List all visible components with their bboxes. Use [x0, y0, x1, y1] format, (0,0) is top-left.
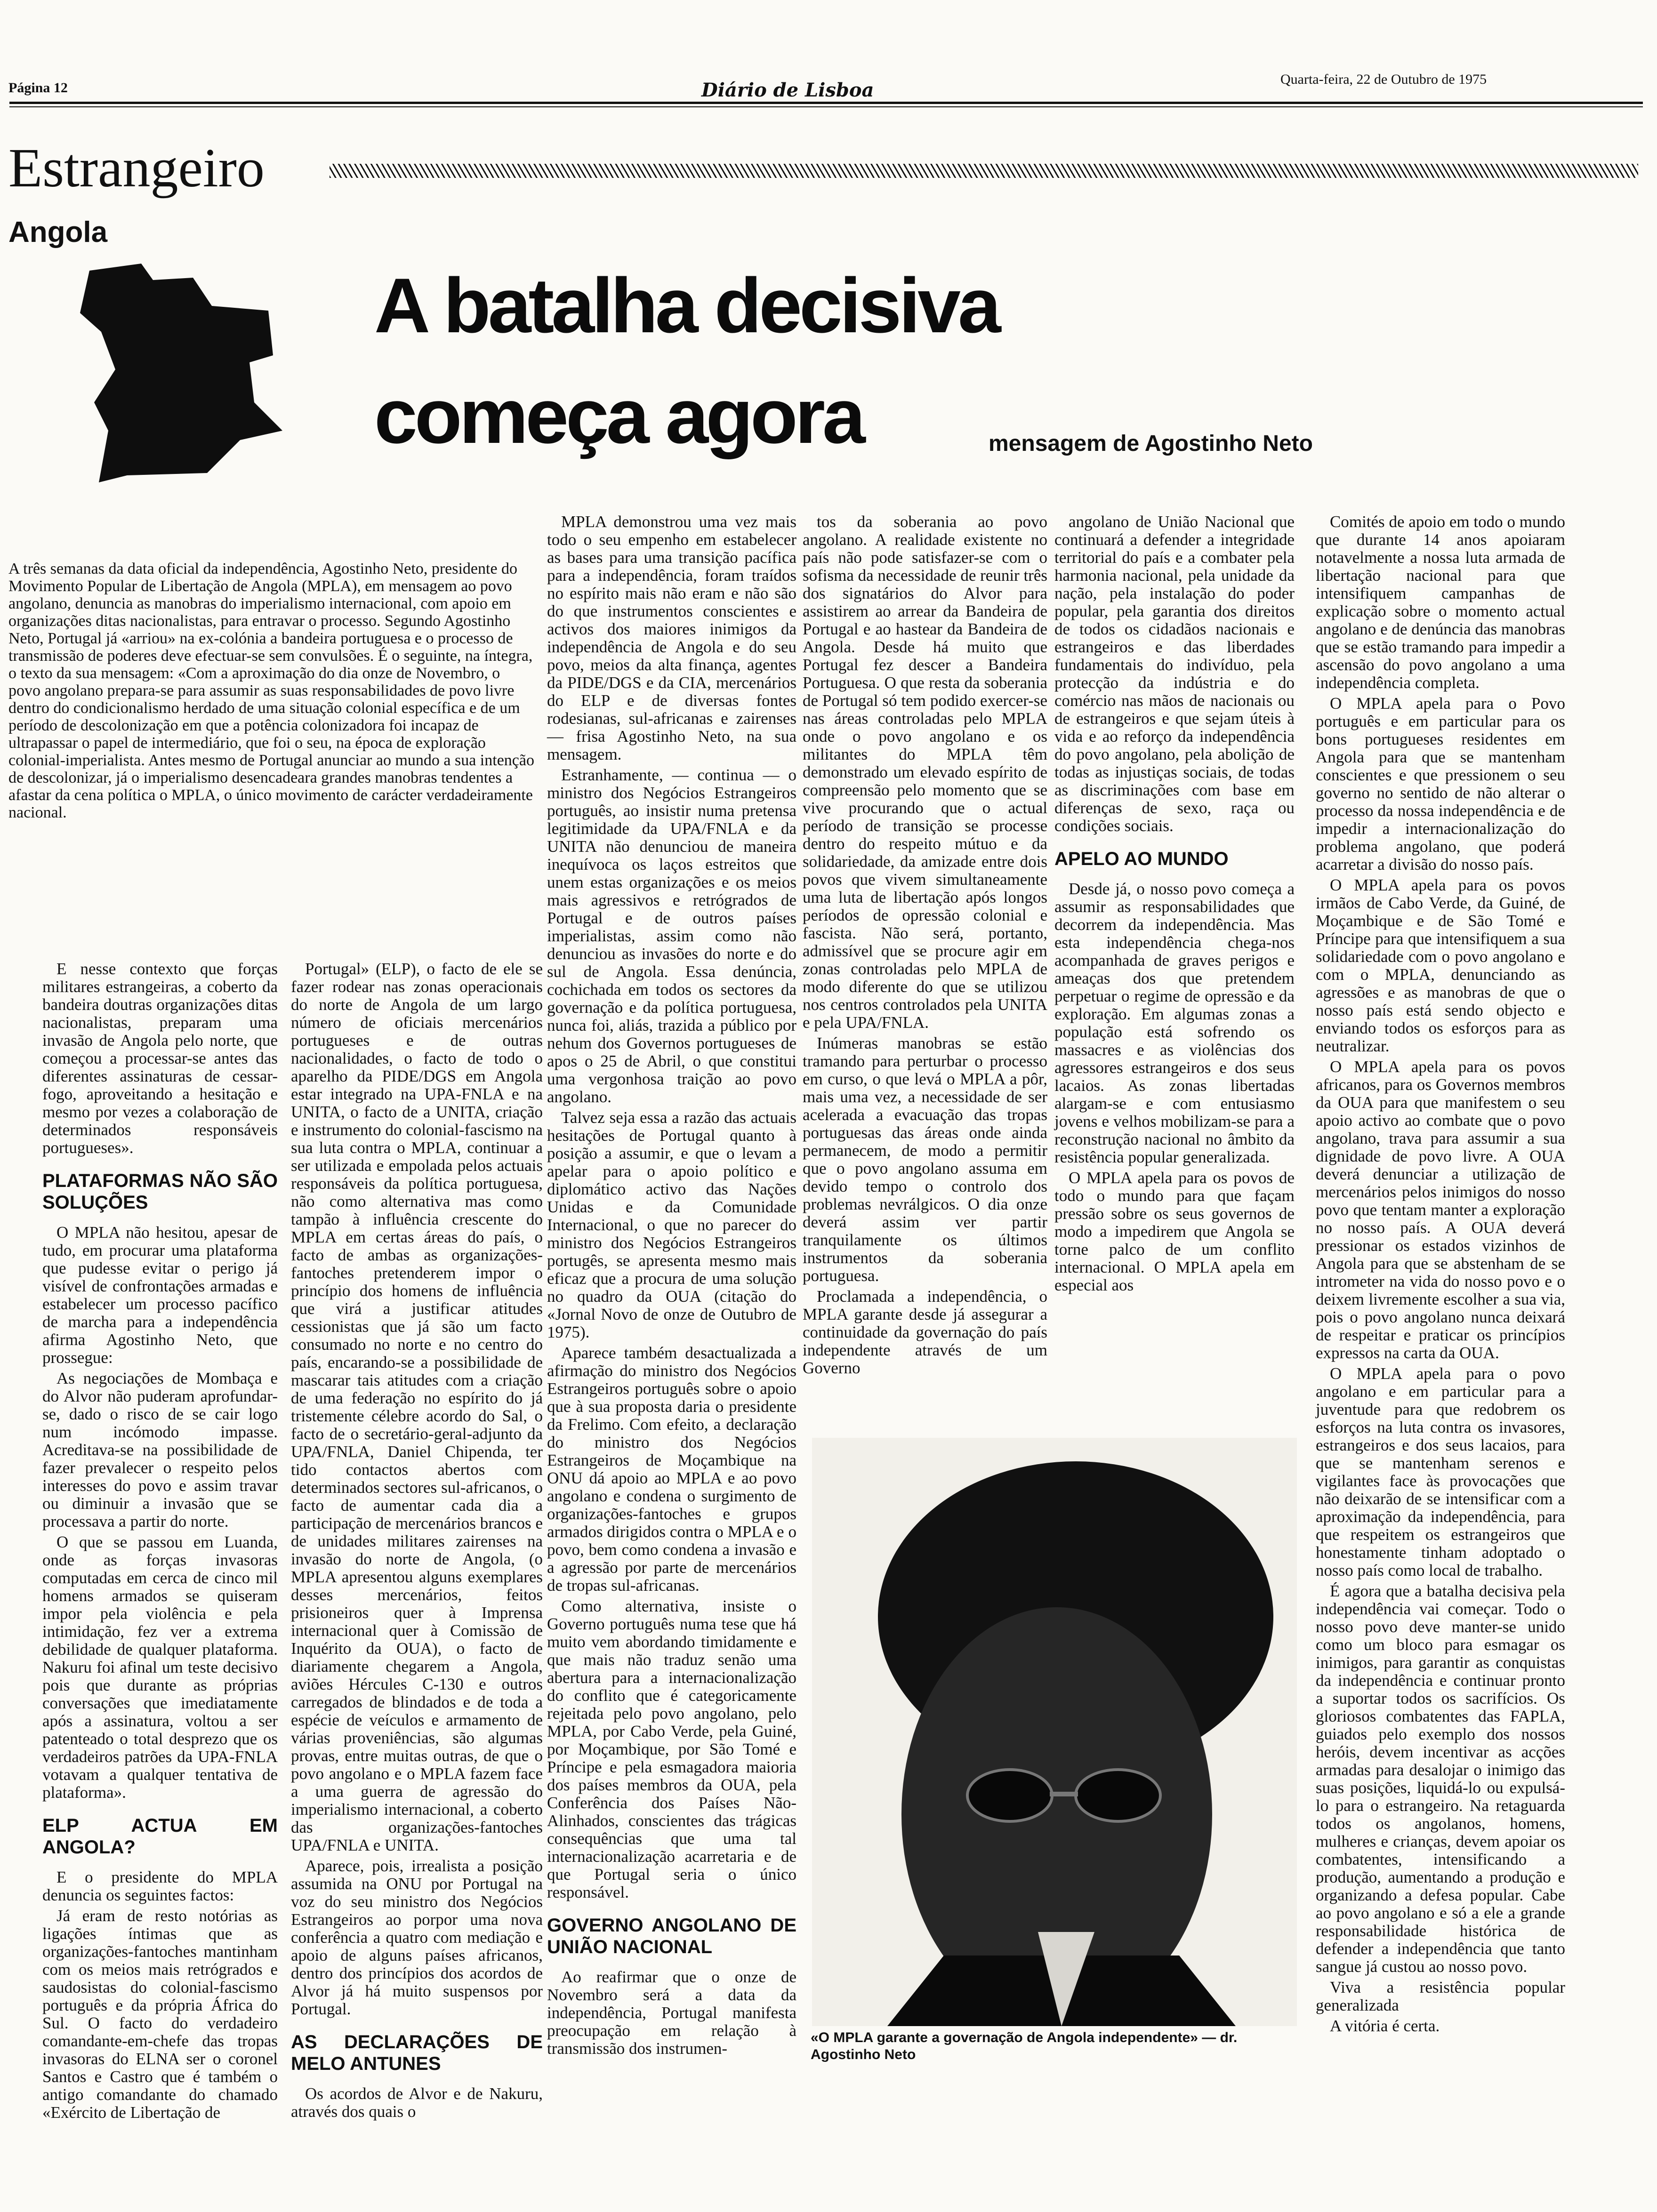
photo-agostinho-neto: [812, 1438, 1297, 2026]
headline-line1: A batalha decisiva: [374, 262, 998, 349]
paragraph: Já eram de resto notórias as ligações íntimas que as organizações-fantoches mantinham com os meios mais retrógrados e saudosistas do colonial-fascismo português e da própria África do Sul. O facto do verdadeiro comandante-em-chefe das tropas invasoras do ELNA ser o coronel Santos e Castro que é também o antigo comandante do chamado «Exército de Libertação de: [42, 1907, 278, 2122]
paragraph: angolano de União Nacional que continuará a defender a integridade territorial do país e a combater pela harmonia nacional, pela unidade da nação, pela instalação do poder popular, pela garantia dos direitos de todos os cidadãos nacionais e estrangeiros e das liberdades fundamentais do indivíduo, pela protecção da indústria e do comércio nas mãos de nacionais ou de estrangeiros e que sejam úteis à vida e ao reforço da independência do povo angolano, pela abolição de todas as injustiças sociais, de todas as discriminações com base em diferenças de sexo, raça ou condições sociais.: [1054, 513, 1295, 835]
section-country: Angola: [8, 216, 108, 248]
masthead-rule-thin: [9, 106, 1643, 107]
paragraph: tos da soberania ao povo angolano. A realidade existente no país não pode satisfazer-se com o sofisma da necessidade de reunir três dos signatários do Alvor para assistirem ao arrear da Bandeira de Portugal e ao hastear da Bandeira de Angola. Desde há muito que Portugal fez descer a Bandeira Portuguesa. O que resta da soberania de Portugal só tem podido exercer-se nas áreas controladas pelo MPLA onde o povo angolano e os militantes do MPLA têm demonstrado um elevado espírito de compreensão pelo momento que se vive procurando que o actual período de transição se processe dentro do respeito mútuo e da solidariedade, da amizade entre dois povos que vivem simultaneamente uma luta de libertação após longos períodos de opressão colonial e fascista. Não será, portanto, admissível que se procure agir em zonas controladas pelo MPLA de modo diferente do que se utilizou nos centros controlados pela UNITA e pela UPA/FNLA.: [803, 513, 1047, 1032]
section-rule: [330, 164, 1638, 178]
paragraph: É agora que a batalha decisiva pela independência vai começar. Todo o nosso povo deve manter-se unido como um bloco para esmagar os inimigos, para garantir as conquistas da independência e continuar pronto a suportar todos os sacrifícios. Os gloriosos combatentes das FAPLA, guiados pelo exemplo dos nossos heróis, devem incentivar as acções armadas para desalojar o inimigo das suas posições, liquidá-lo ou expulsá-lo para o estrangeiro. Na retaguarda todos os angolanos, homens, mulheres e crianças, devem apoiar os combatentes, intensificando a produção, aumentando a produção e organizando a defesa popular. Cabe ao povo angolano e só a ele a grande responsabilidade histórica de defender a independência que tanto sangue já custou ao nosso povo.: [1316, 1582, 1565, 1976]
paragraph: Talvez seja essa a razão das actuais hesitações de Portugal quanto à posição a assumir, e que o levam a apelar para o apoio político e diplomático activo das Nações Unidas e da Comunidade Internacional, o que no parecer do ministro dos Negócios Estrangeiros portugês, se apresenta mesmo mais eficaz que a procura de uma solução no quadro da OUA (citação do «Jornal Novo de onze de Outubro de 1975).: [547, 1108, 796, 1341]
paragraph: O MPLA apela para os povos africanos, para os Governos membros da OUA para que manifestem o seu apoio activo ao combate que o povo angolano, trava para assumir a sua dignidade de povo livre. A OUA deverá denunciar a utilização de mercenários pelos inimigos do nosso povo que tentam manter a exploração no nosso país. A OUA deverá pressionar os estados vizinhos de Angola para que se abstenham de se intrometer na vida do nosso povo e o deixem livremente escolher a sua via, pois o povo angolano nunca deixará de respeitar e praticar os princípios expressos na carta da OUA.: [1316, 1058, 1565, 1362]
article-column-2: [291, 960, 543, 2124]
paragraph: Aparece, pois, irrealista a posição assumida na ONU por Portugal na voz do seu ministro dos Negócios Estrangeiros ao porpor uma nova conferência a quatro com mediação e apoio de alguns países africanos, dentro dos princípios dos acordos de Alvor já há muito suspensos por Portugal.: [291, 1857, 543, 2018]
paragraph: O que se passou em Luanda, onde as forças invasoras computadas em cerca de cinco mil homens armados se quiseram impor pela violência e pela intimidação, fez ver a extrema debilidade de qualquer plataforma. Nakuru foi afinal um teste decisivo pois que durante as próprias conversações que imediatamente após a assinatura, voltou a ser patenteado o total desprezo que os verdadeiros patrões da UPA-FNLA votavam a qualquer tentativa de plataforma».: [42, 1533, 278, 1802]
section-title: Estrangeiro: [8, 137, 265, 199]
paragraph: Desde já, o nosso povo começa a assumir as responsabilidades que decorrem da independência. Mas esta independência chega-nos acompanhada de graves perigos e ameaças dos que pretendem perpetuar o regime de opressão e da exploração. Em algumas zonas a população está sofrendo os massacres e as violências dos agressores estrangeiros e dos seus lacaios. As zonas libertadas alargam-se e com entusiasmo jovens e velhos mobilizam-se para a reconstrução nacional no âmbito da resistência popular generalizada.: [1054, 880, 1295, 1166]
paragraph: Estranhamente, — continua — o ministro dos Negócios Estrangeiros português, ao insistir numa pretensa legitimidade da UPA/FNLA e da UNITA não denunciou de maneira inequívoca os laços estreitos que unem estas organizações e os meios mais agressivos e retrógrados de Portugal e de outros países imperialistas, assim como não denunciou as invasões do norte e do sul de Angola. Essa denúncia, cochichada em todos os sectores da governação e da política portuguesa, nunca foi, aliás, trazida a público por nehum dos Governos portugueses de apos o 25 de Abril, o que constitui uma vergonhosa traição ao povo angolano.: [547, 766, 796, 1106]
subheading: AS DECLARAÇÕES DE MELO ANTUNES: [291, 2032, 543, 2074]
subheading: ELP ACTUA EM ANGOLA?: [42, 1815, 278, 1858]
paragraph: O MPLA apela para o povo angolano e em particular para a juventude para que redobrem os esforços na luta contra os invasores, estrangeiros e dos seus lacaios, para que se mantenham serenos e vigilantes face às provocações que não deixarão de se intensificar com a aproximação da independência, para que respeitem os estrangeiros que honestamente tinham adoptado o nosso país como local de trabalho.: [1316, 1364, 1565, 1579]
paragraph: Aparece também desactualizada a afirmação do ministro dos Negócios Estrangeiros português sobre o apoio que à sua proposta daria o presidente da Frelimo. Com efeito, a declaração do ministro dos Negócios Estrangeiros de Moçambique na ONU dá apoio ao MPLA e ao povo angolano e condena o surgimento de organizações-fantoches e grupos armados dirigidos contra o MPLA e o povo, bem como condena a invasão e a agressão por parte de mercenários de tropas sul-africanas.: [547, 1344, 796, 1595]
article-column-6: [1316, 513, 1565, 2038]
paragraph: O MPLA não hesitou, apesar de tudo, em procurar uma plataforma que pudesse evitar o perigo já visível de confrontações armadas e estabelecer um processo pacífico de marcha para a independência afirma Agostinho Neto, que prossegue:: [42, 1223, 278, 1367]
intro-text: A três semanas da data oficial da independência, Agostinho Neto, presidente do Movimento Popular de Libertação de Angola (MPLA), em mensagem ao povo angolano, denuncia as manobras do imperialismo internacional, com apoio em organizações ditas nacionalistas, para entravar o processo. Segundo Agostinho Neto, Portugal já «arriou» na ex-colónia a bandeira portuguesa e o processo de transmissão de poderes deve efectuar-se sem convulsões. É o seguinte, na íntegra, o texto da sua mensagem: «Com a aproximação do dia onze de Novembro, o povo angolano prepara-se para assumir as suas responsabilidades de povo livre dentro do condicionalismo herdado de uma situação colonial específica e de um período de descolonização em que a potência colonizadora foi incapaz de ultrapassar o papel de intermediário, que foi o seu, na época de exploração colonial-imperialista. Antes mesmo de Portugal anunciar ao mundo a sua intenção de descolonizar, já o imperialismo desencadeara grandes manobras tendentes a afastar da cena política o MPLA, o único movimento de carácter verdadeiramente nacional.: [8, 560, 534, 821]
issue-date: Quarta-feira, 22 de Outubro de 1975: [1280, 72, 1487, 87]
paragraph: E nesse contexto que forças militares estrangeiras, a coberto da bandeira doutras organizações ditas nacionalistas, preparam uma invasão de Angola pelo norte, que começou a processar-se antes das diferentes assinaturas de cessar-fogo, aproveitando a hesitação e mesmo por vezes a colaboração de determinados responsáveis portugueses».: [42, 960, 278, 1157]
subheading: PLATAFORMAS NÃO SÃO SOLUÇÕES: [42, 1170, 278, 1213]
paper-name: Diário de Lisboa: [701, 79, 874, 101]
paragraph: O MPLA apela para os povos de todo o mundo para que façam pressão sobre os seus governos de modo a impedirem que Angola se torne palco de um conflito internacional. O MPLA apela em especial aos: [1054, 1169, 1295, 1294]
paragraph: Portugal» (ELP), o facto de ele se fazer rodear nas zonas operacionais do norte de Angola de um largo número de oficiais mercenários portugueses e de outras nacionalidades, o facto de todo o aparelho da PIDE/DGS em Angola estar integrado na UPA-FNLA e na UNITA, o facto de a UNITA, criação e instrumento do colonial-fascismo na sua luta contra o MPLA, continuar a ser utilizada e empolada pelos actuais responsáveis da política portuguesa, não como alternativa mas como tampão à influência crescente do MPLA em certas áreas do país, o facto de ambas as organizações-fantoches pretenderem impor o princípio dos homens de influência que virá a justificar atitudes cessionistas que já são um facto consumado no norte e no centro do país, encarando-se a possibilidade de mascarar tais atitudes com a criação de uma federação no espírito do já tristemente célebre acordo do Sal, o facto de o secretário-geral-adjunto da UPA/FNLA, Daniel Chipenda, ter tido contactos abertos com determinados sectores sul-africanos, o facto de aumentar cada dia a participação de mercenários brancos e de unidades militares zairenses na invasão do norte de Angola, (o MPLA apresentou alguns exemplares desses mercenários, feitos prisioneiros quer à Imprensa internacional quer à Comissão de Inquérito da OUA), o facto de diariamente chegarem a Angola, aviões Hércules C-130 e outros carregados de blindados e de toda a espécie de veículos e armamento de várias proveniências, são algumas provas, entre muitas outras, de que o povo angolano e o MPLA fazem face a uma guerra de agressão do imperialismo internacional, a coberto das organizações-fantoches UPA/FNLA e UNITA.: [291, 960, 543, 1854]
paragraph: Como alternativa, insiste o Governo português numa tese que há muito vem abordando timidamente e que mais não traduz senão uma abertura para a internacionalização do conflito que é categoricamente rejeitada pelo povo angolano, pelo MPLA, por Cabo Verde, pela Guiné, por Moçambique, por São Tomé e Príncipe e pela esmagadora maioria dos países membros da OUA, pela Conferência dos Países Não-Alinhados, conscientes das trágicas consequências que uma tal internacionalização acarretaria e de que Portugal seria o único responsável.: [547, 1597, 796, 1901]
subheading: GOVERNO ANGOLANO DE UNIÃO NACIONAL: [547, 1915, 796, 1957]
subheading: APELO AO MUNDO: [1054, 849, 1229, 869]
paragraph: Ao reafirmar que o onze de Novembro será a data da independência, Portugal manifesta preocupação em relação à transmissão dos instrumen-: [547, 1968, 796, 2058]
article-column-5: [1054, 513, 1295, 1297]
paragraph: Viva a resistência popular generalizada: [1316, 1978, 1565, 2014]
photo-caption: «O MPLA garante a governação de Angola independente» — dr. Agostinho Neto: [811, 2030, 1238, 2062]
article-column-3: [547, 513, 796, 2060]
masthead-rule: [9, 102, 1643, 104]
paragraph: MPLA demonstrou uma vez mais todo o seu empenho em estabelecer as bases para uma transição pacífica para a independência, foram traídos no espírito mais não eram e não são do que instrumentos conscientes e activos dos maiores inimigos da independência de Angola e do seu povo, meios da alta finança, agentes da PIDE/DGS e da CIA, mercenários do ELP e de diversas fontes rodesianas, sul-africanas e zairenses — frisa Agostinho Neto, na sua mensagem.: [547, 513, 796, 763]
headline-line2: começa agora: [374, 373, 863, 459]
article-column-4: [803, 513, 1047, 1380]
paragraph: As negociações de Mombaça e do Alvor não puderam aprofundar-se, dado o risco de se cair logo num incómodo impasse. Acreditava-se na possibilidade de fazer prevalecer o respeito pelos interesses do povo e assim travar ou diminuir a invasão que se processava a partir do norte.: [42, 1369, 278, 1531]
paragraph: Inúmeras manobras se estão tramando para perturbar o processo em curso, o que levá o MPLA a pôr, mais uma vez, a necessidade de ser acelerada a evacuação das tropas portuguesas das áreas onde ainda permanecem, de modo a permitir que o povo angolano assuma em devido tempo o controlo dos problemas nevrálgicos. O dia onze deverá assim ver partir tranquilamente os últimos instrumentos da soberania portuguesa.: [803, 1034, 1047, 1285]
paragraph: E o presidente do MPLA denuncia os seguintes factos:: [42, 1868, 278, 1904]
article-column-1: [42, 960, 278, 2124]
paragraph: O MPLA apela para o Povo português e em particular para os bons portugueses residentes em Angola para que se mantenham conscientes e que pressionem o seu governo no sentido de não alterar o processo da nossa independência e de impedir a internacionalização do problema angolano, que poderá acarretar a divisão do nosso país.: [1316, 694, 1565, 874]
paragraph: Proclamada a independência, o MPLA garante desde já assegurar a continuidade da governação do país independente através de um Governo: [803, 1287, 1047, 1377]
paragraph: A vitória é certa.: [1330, 2017, 1440, 2035]
paragraph: Os acordos de Alvor e de Nakuru, através dos quais o: [291, 2084, 543, 2121]
angola-map-icon: [71, 261, 287, 482]
paragraph: Comités de apoio em todo o mundo que durante 14 anos apoiaram notavelmente a nossa luta armada de libertação nacional para que intensifiquem campanhas de explicação sobre o momento actual angolano e de denúncia das manobras que se estão tramando para impedir a ascensão do povo angolano a uma independência completa.: [1316, 513, 1565, 692]
byline: mensagem de Agostinho Neto: [989, 431, 1313, 456]
paragraph: O MPLA apela para os povos irmãos de Cabo Verde, da Guiné, de Moçambique e de São Tomé e Príncipe para que intensifiquem a sua solidariedade com o povo angolano e com o MPLA, denunciando as agressões e as manobras de que o nosso país está sendo objecto e enviando todos os esforços para as neutralizar.: [1316, 876, 1565, 1055]
page-label: Página 12: [8, 80, 68, 96]
